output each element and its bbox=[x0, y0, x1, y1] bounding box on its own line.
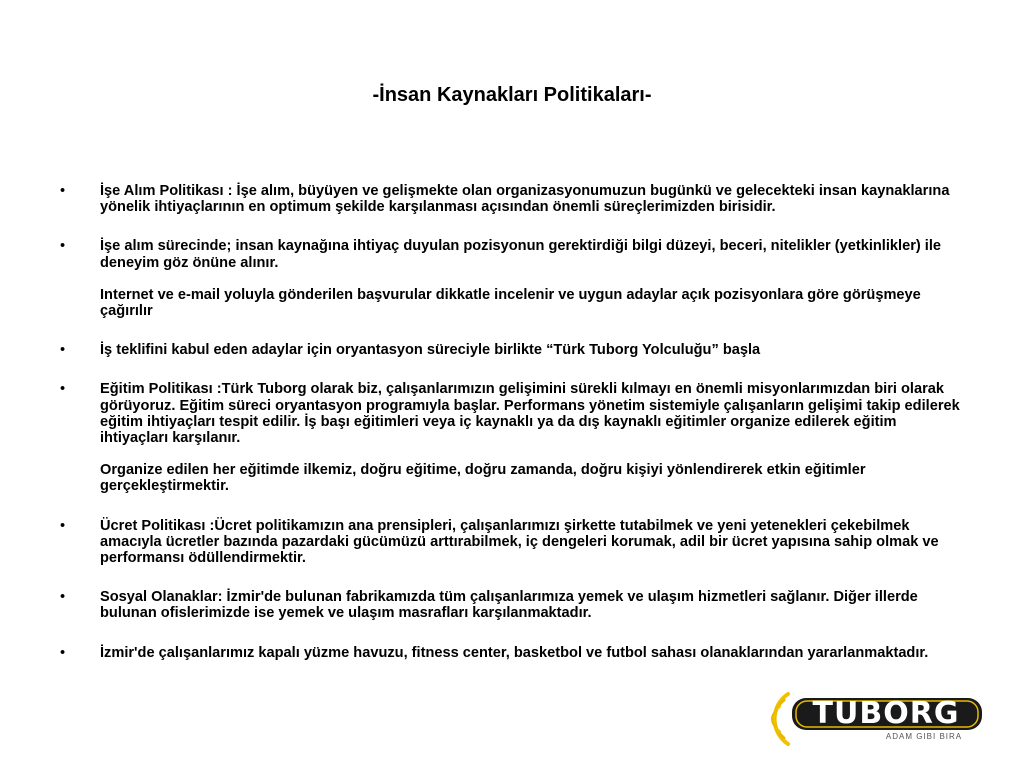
bullet-paragraph: Internet ve e-mail yoluyla gönderilen başvurular dikkatle incelenir ve uygun adaylar açık pozisyonlara göre görüşmeye çağırılır bbox=[100, 286, 921, 320]
bullet-list bbox=[60, 183, 962, 661]
bullet-item bbox=[60, 342, 962, 358]
bullet-item bbox=[60, 518, 962, 567]
bullet-item bbox=[60, 589, 962, 621]
logo-tagline: ADAM GIBI BIRA bbox=[885, 732, 963, 741]
bullet-paragraph: • İşe alım sürecinde; insan kaynağına ihtiyaç duyulan pozisyonun gerektirdiği bilgi düzeyi, beceri, nitelikler (yetkinlikler) ile deneyim göz önüne alınır. bbox=[100, 238, 942, 271]
bullet-item bbox=[60, 645, 962, 661]
bullet-item bbox=[60, 381, 962, 494]
bullet-paragraph: • İş teklifini kabul eden adaylar için oryantasyon süreciyle birlikte “Türk Tuborg Yolculuğu” başla bbox=[100, 342, 761, 359]
bullet-item bbox=[60, 238, 962, 319]
bullet-paragraph: Organize edilen her eğitimde ilkemiz, doğru eğitime, doğru zamanda, doğru kişiyi yönlendirerek etkin eğitimler gerçekleştirmektir. bbox=[100, 462, 866, 495]
bullet-paragraph: • Sosyal Olanaklar: İzmir'de bulunan fabrikamızda tüm çalışanlarımıza yemek ve ulaşım hizmetleri sağlanır. Diğer illerde bulunan ofislerimizde ise yemek ve ulaşım masrafları karşılanmaktadır. bbox=[100, 589, 918, 622]
bullet-paragraph: • İşe Alım Politikası : İşe alım, büyüyen ve gelişmekte olan organizasyonumuzun bugünkü ve gelecekteki insan kaynaklarına yönelik ihtiyaçlarının en optimum şekilde karşılanması açısından önemli süreçlerimizden birisidir. bbox=[100, 183, 950, 216]
logo-wordmark: TUBORG bbox=[812, 696, 960, 731]
bullet-paragraph: • Ücret Politikası :Ücret politikamızın ana prensipleri, çalışanlarımızı şirkette tutabilmek ve yeni yetenekleri çekebilmek amacıyla ücretler bazında pazardaki gücümüzü arttırabilmek, iç dengeleri korumak, adil bir ücret yapısına sahip olmak ve performansı ödüllendirmektir. bbox=[100, 517, 939, 567]
slide-title: -İnsan Kaynakları Politikaları- bbox=[372, 84, 652, 106]
tuborg-logo bbox=[744, 688, 988, 750]
bullet-paragraph: • İzmir'de çalışanlarımız kapalı yüzme havuzu, fitness center, basketbol ve futbol sahası olanaklarından yararlanmaktadır. bbox=[100, 644, 929, 661]
bullet-item bbox=[60, 183, 962, 215]
bullet-paragraph: • Eğitim Politikası :Türk Tuborg olarak biz, çalışanlarımızın gelişimini sürekli kılmayı en önemli misyonlarımızdan biri olarak görüyoruz. Eğitim süreci oryantasyon programıyla başlar. Performans yönetim sistemiyle çalışanların gelişimi takip edilerek eğitim ihtiyaçları tespit edilir. İş başı eğitimleri veya iç kaynaklı ya da dış kaynaklı eğitimler organize edilerek eğitim ihtiyaçları karşılanır. bbox=[100, 381, 960, 447]
